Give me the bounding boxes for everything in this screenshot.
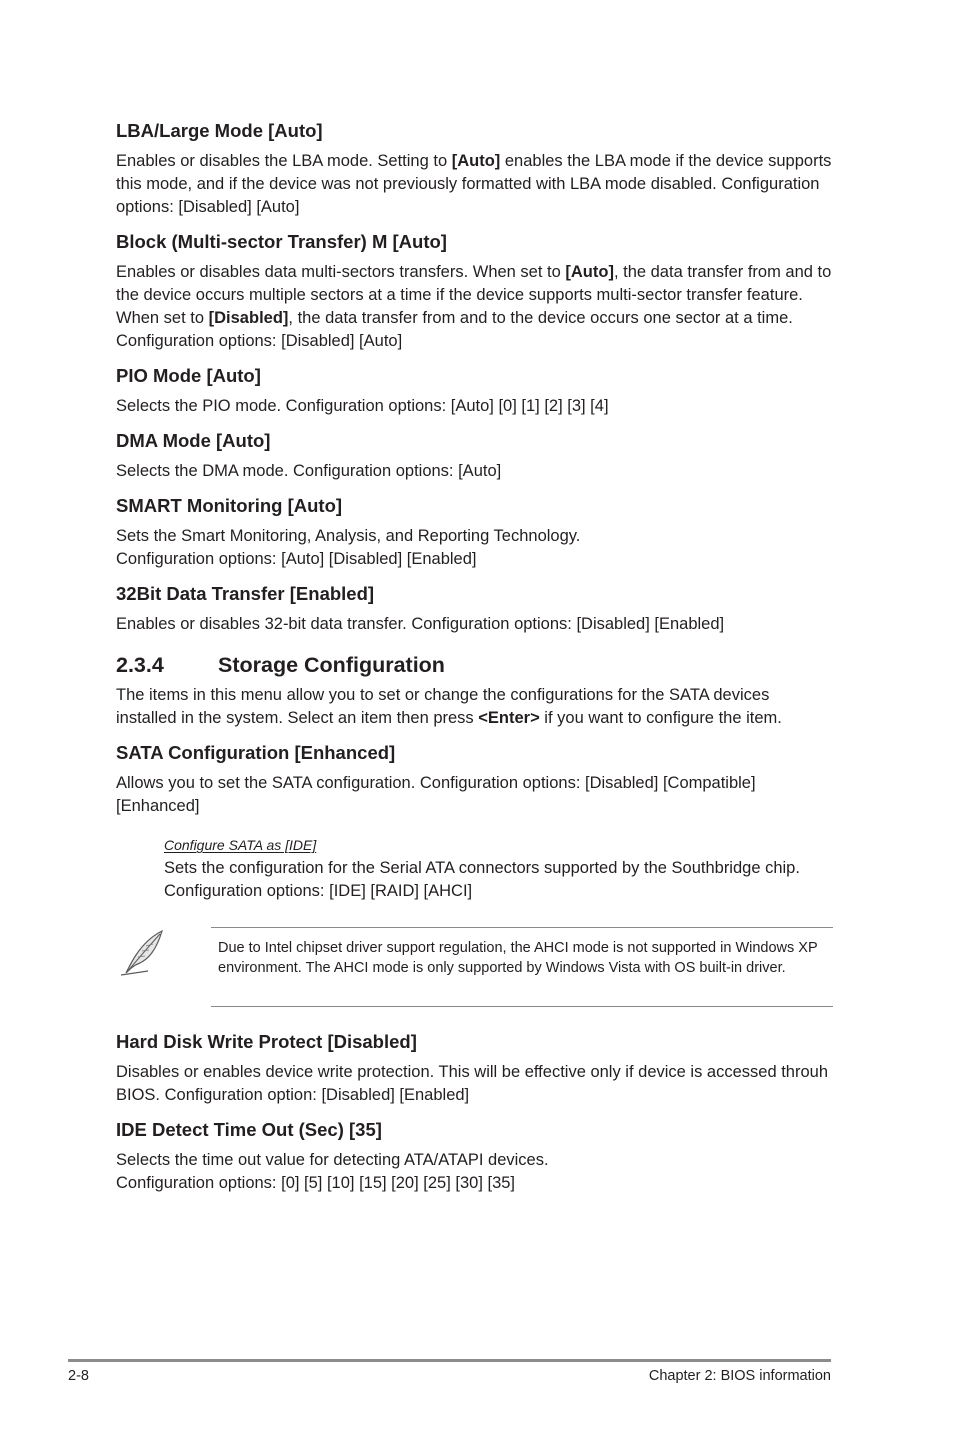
- note-frame: [211, 927, 833, 1007]
- section-heading: Block (Multi-sector Transfer) M [Auto]: [116, 231, 447, 252]
- section-block-transfer: [116, 229, 832, 353]
- section-title: Storage Configuration: [218, 653, 445, 677]
- subsection-description: [164, 857, 832, 903]
- bold-run: [Auto]: [451, 152, 501, 170]
- page-number: 2-8: [68, 1368, 89, 1384]
- section-smart-monitoring: [116, 493, 832, 571]
- section-sata-configuration: [116, 740, 832, 903]
- section-heading: PIO Mode [Auto]: [116, 365, 261, 386]
- bold-run: [Auto]: [565, 263, 614, 281]
- note-box: [116, 927, 832, 1007]
- section-dma-mode: [116, 428, 832, 483]
- section-storage-configuration: [116, 650, 832, 730]
- section-heading: SMART Monitoring [Auto]: [116, 495, 343, 516]
- subsection-heading: Configure SATA as [IDE]: [164, 837, 317, 853]
- page-footer: [68, 1359, 831, 1384]
- text-run: The items in this menu allow you to set or change the configurations for the SATA devices installed in the system. Select an item then press: [116, 686, 770, 727]
- text-run: , the data transfer from and to the device occurs one sector at a time. Configuration options: [Disabled] [Auto]: [116, 309, 793, 350]
- section-lba-large-mode: [116, 118, 832, 219]
- section-heading: DMA Mode [Auto]: [116, 430, 271, 451]
- text-line: Selects the time out value for detecting ATA/ATAPI devices.: [116, 1151, 549, 1169]
- text-run: Enables or disables data multi-sectors transfers. When set to: [116, 263, 566, 281]
- section-heading: 32Bit Data Transfer [Enabled]: [116, 583, 375, 604]
- section-description: Selects the PIO mode. Configuration options: [Auto] [0] [1] [2] [3] [4]: [116, 397, 609, 415]
- section-description: [116, 1149, 832, 1195]
- section-32bit-transfer: [116, 581, 832, 636]
- section-description: Enables or disables 32-bit data transfer. Configuration options: [Disabled] [Enabled]: [116, 615, 725, 633]
- section-description: Allows you to set the SATA configuration. Configuration options: [Disabled] [Compatible] [Enhanced]: [116, 774, 756, 815]
- chapter-heading: [116, 650, 832, 680]
- section-pio-mode: [116, 363, 832, 418]
- page-content: [116, 118, 832, 1205]
- section-description: [116, 150, 832, 219]
- text-line: Configuration options: [0] [5] [10] [15] [20] [25] [30] [35]: [116, 1174, 516, 1192]
- subsection-configure-sata: [164, 836, 832, 903]
- chapter-label: Chapter 2: BIOS information: [648, 1368, 831, 1384]
- note-text: Due to Intel chipset driver support regulation, the AHCI mode is not supported in Windows XP environment. The AHCI mode is only supported by Windows Vista with OS built-in driver.: [218, 940, 818, 976]
- section-description: [116, 525, 832, 571]
- section-number: 2.3.4: [116, 653, 164, 677]
- text-line: Configuration options: [IDE] [RAID] [AHCI]: [164, 882, 473, 900]
- text-run: , the data transfer from and to the device occurs multiple sectors at a time if the device supports multi-sector transfer feature. When set to: [116, 263, 832, 327]
- text-line: Sets the Smart Monitoring, Analysis, and Reporting Technology.: [116, 527, 581, 545]
- text-run: if you want to configure the item.: [539, 709, 782, 727]
- section-description: Disables or enables device write protection. This will be effective only if device is accessed throuh BIOS. Configuration option: [Disabled] [Enabled]: [116, 1063, 828, 1104]
- section-heading: LBA/Large Mode [Auto]: [116, 120, 323, 141]
- section-ide-detect-timeout: [116, 1117, 832, 1195]
- text-run: Enables or disables the LBA mode. Setting to: [116, 152, 452, 170]
- section-heading: Hard Disk Write Protect [Disabled]: [116, 1031, 417, 1052]
- text-line: Sets the configuration for the Serial ATA connectors supported by the Southbridge chip.: [164, 859, 800, 877]
- section-description: [116, 684, 832, 730]
- section-heading: SATA Configuration [Enhanced]: [116, 742, 396, 763]
- text-line: Configuration options: [Auto] [Disabled] [Enabled]: [116, 550, 477, 568]
- section-heading: IDE Detect Time Out (Sec) [35]: [116, 1119, 382, 1140]
- section-hdd-write-protect: [116, 1029, 832, 1107]
- section-description: Selects the DMA mode. Configuration options: [Auto]: [116, 462, 502, 480]
- feather-pen-icon: [118, 929, 166, 977]
- bold-run: <Enter>: [478, 709, 540, 727]
- bold-run: [Disabled]: [208, 309, 289, 327]
- text-run: enables the LBA mode if the device supports this mode, and if the device was not previously formatted with LBA mode disabled. Configuration options: [Disabled] [Auto]: [116, 152, 832, 216]
- section-description: [116, 261, 832, 353]
